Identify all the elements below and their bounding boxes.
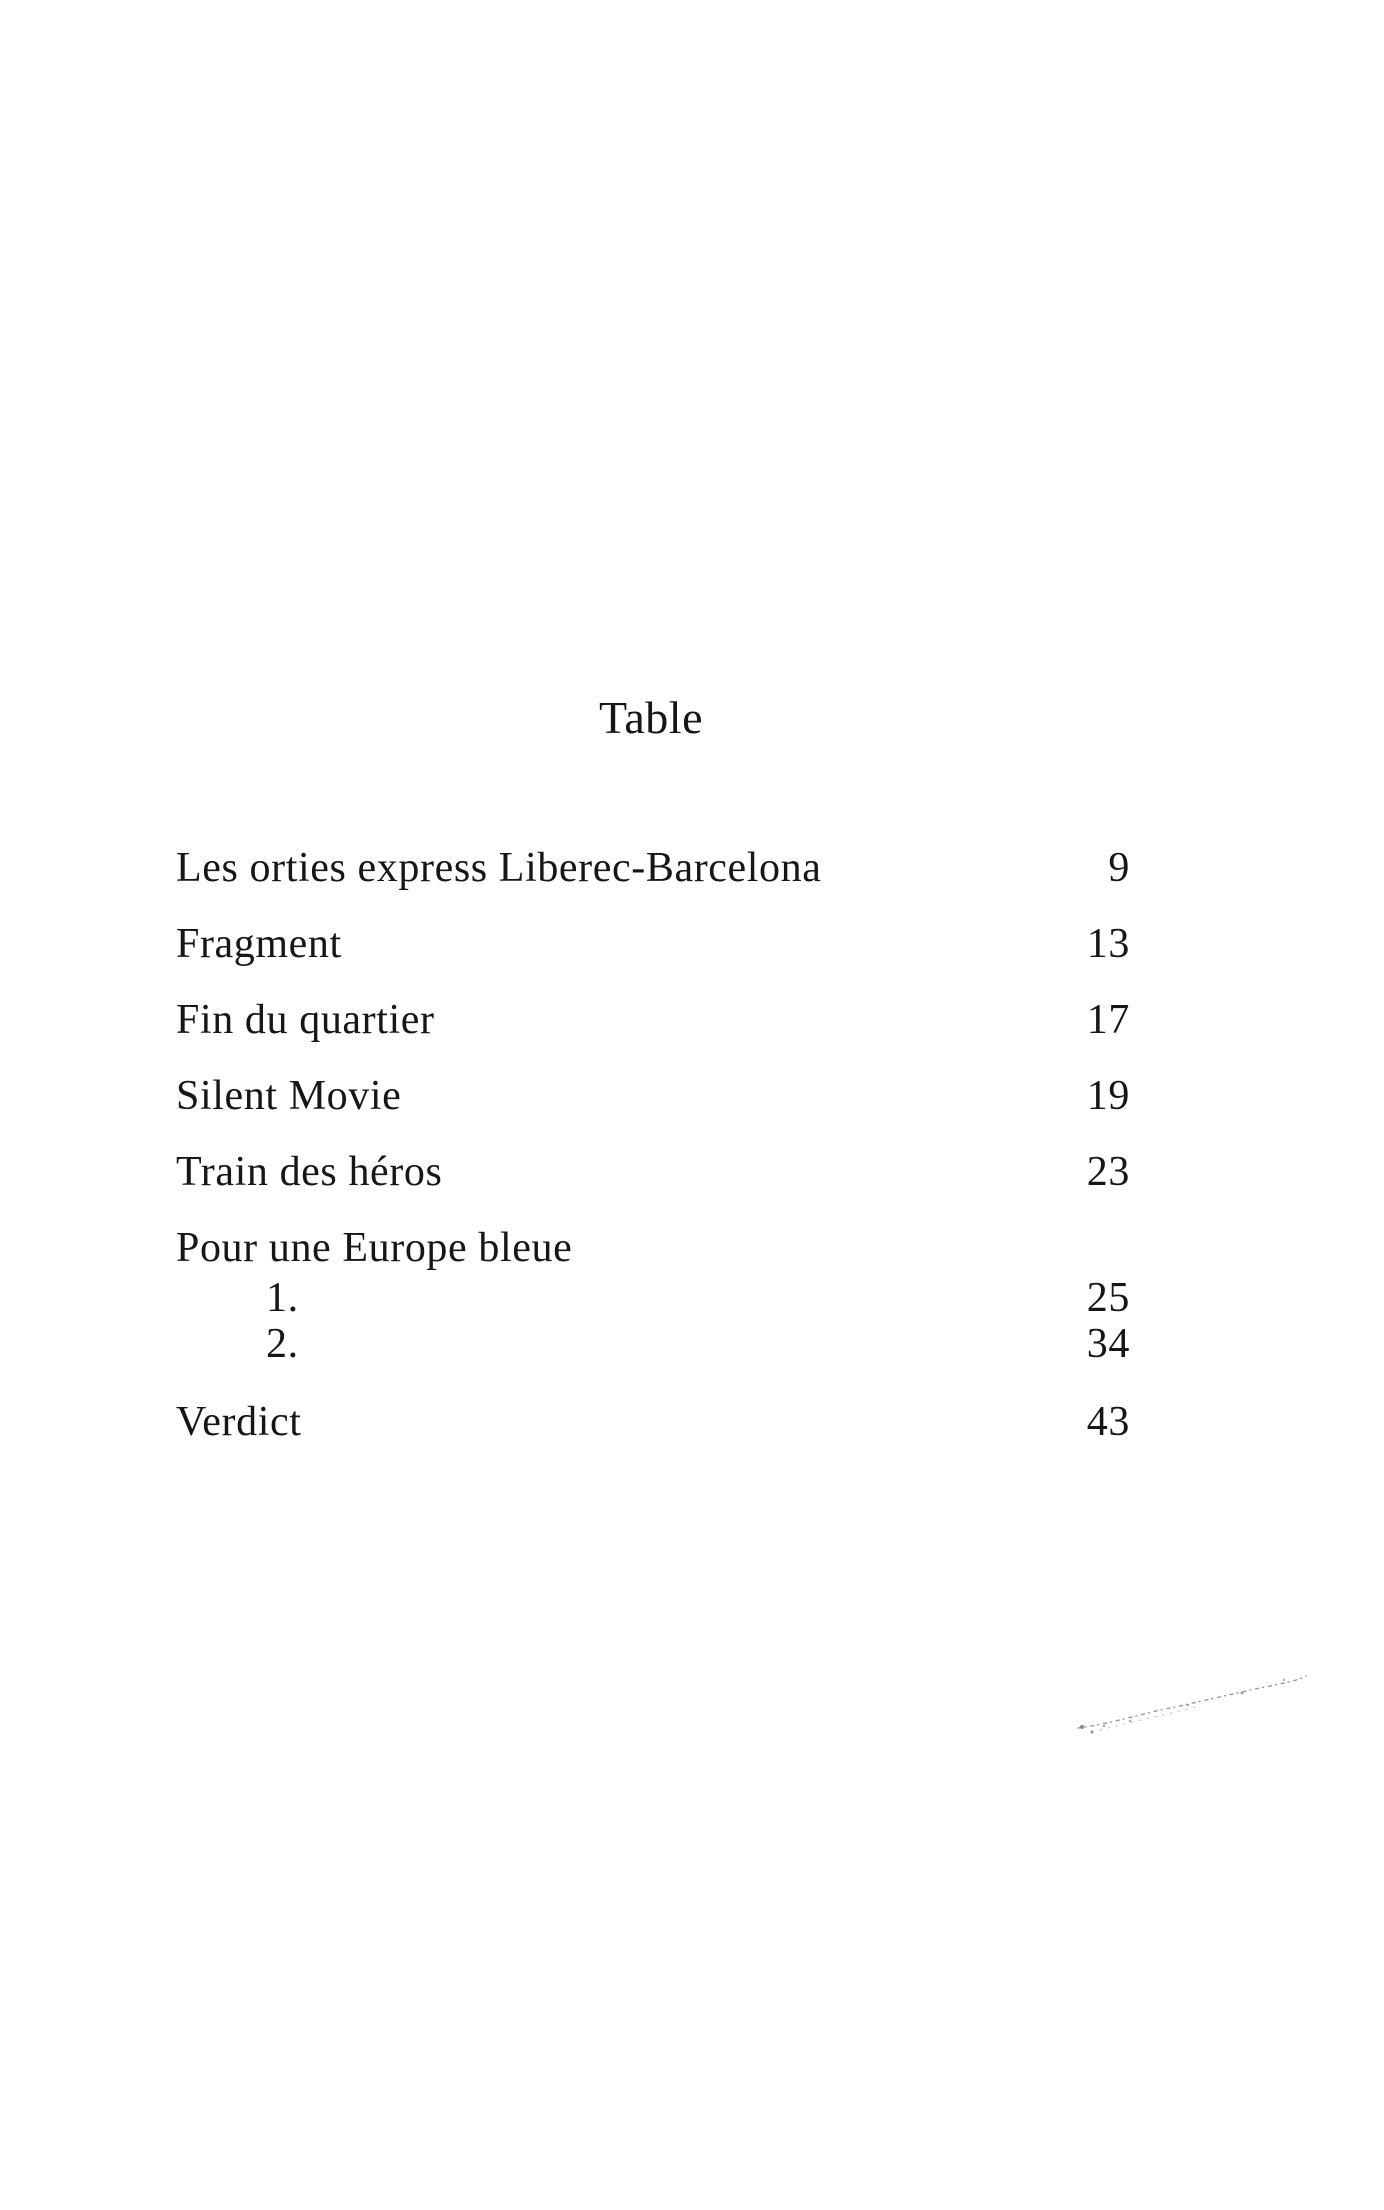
toc-entry-page: 9	[1108, 845, 1130, 891]
toc-entry-section	[176, 1222, 1136, 1274]
ink-smudge	[1070, 1650, 1310, 1750]
toc-entry-label: Train des héros	[176, 1149, 443, 1195]
toc-entry-label: Fin du quartier	[176, 997, 435, 1043]
toc-subentry	[266, 1272, 1136, 1324]
toc-entry-page: 43	[1086, 1399, 1130, 1445]
toc-entry-page: 34	[1086, 1321, 1130, 1367]
toc-entry-label: Silent Movie	[176, 1073, 402, 1119]
toc-entry-label: Verdict	[176, 1399, 302, 1445]
toc-entry-label: Fragment	[176, 921, 342, 967]
toc-entry	[176, 1396, 1136, 1448]
toc-entry-page: 25	[1086, 1275, 1130, 1321]
toc-entry-label: 2.	[266, 1321, 299, 1367]
toc-entry	[176, 842, 1136, 894]
toc-entry	[176, 918, 1136, 970]
toc-entry-label: Les orties express Liberec-Barcelona	[176, 845, 822, 891]
toc-entry-page: 13	[1086, 921, 1130, 967]
toc-subentry	[266, 1318, 1136, 1370]
toc-entry	[176, 1146, 1136, 1198]
toc-entry-page: 23	[1086, 1149, 1130, 1195]
toc-title: Table	[598, 692, 703, 743]
toc-entry	[176, 1070, 1136, 1122]
toc-entry-label: Pour une Europe bleue	[176, 1225, 573, 1271]
toc-entry-page: 19	[1086, 1073, 1130, 1119]
toc-entry-label: 1.	[266, 1275, 299, 1321]
toc-entry-page: 17	[1086, 997, 1130, 1043]
toc-entry	[176, 994, 1136, 1046]
